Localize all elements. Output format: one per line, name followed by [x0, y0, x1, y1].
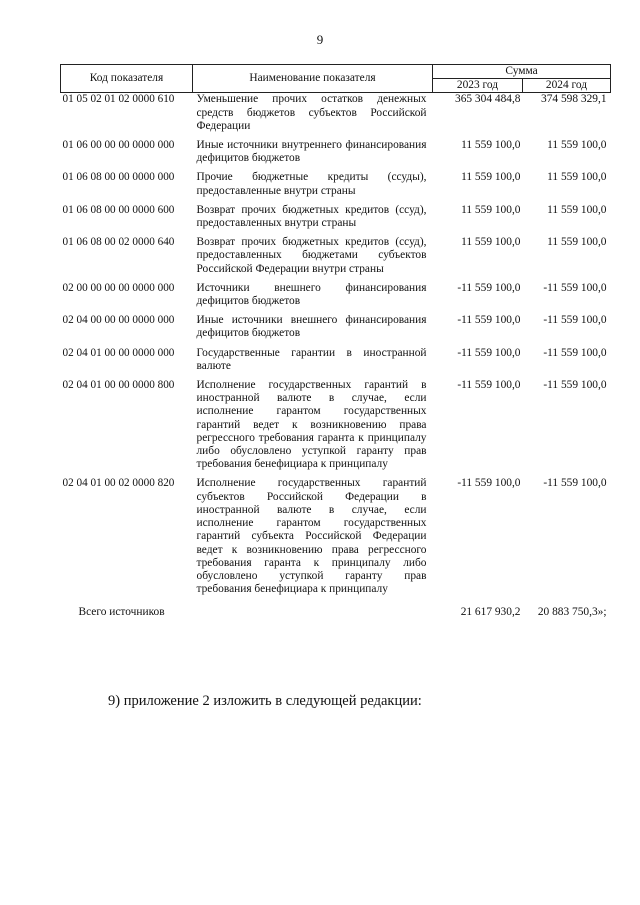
header-name: Наименование показателя [193, 65, 433, 93]
total-value-2024: 20 883 750,3»; [537, 606, 607, 619]
row-name: Государственные гарантии в иностранной валюте [196, 346, 427, 372]
table-header [61, 65, 611, 93]
instruction-text: 9) приложение 2 изложить в следующей редакции: [108, 693, 422, 709]
row-code: 02 04 01 00 00 0000 000 [62, 346, 175, 359]
row-value-2023: -11 559 100,0 [457, 346, 521, 359]
row-value-2024: -11 559 100,0 [543, 379, 607, 392]
row-name: Прочие бюджетные кредиты (ссуды), предоставленные внутри страны [196, 171, 427, 197]
sources-table [60, 64, 611, 620]
total-label: Всего источников [78, 606, 165, 619]
table-row [61, 236, 611, 282]
row-value-2023: -11 559 100,0 [457, 281, 521, 294]
header-sum: Сумма [433, 65, 611, 79]
row-value-2024: 11 559 100,0 [547, 203, 607, 216]
row-name: Иные источники внешнего финансирования дефицитов бюджетов [196, 314, 427, 340]
row-value-2023: 11 559 100,0 [461, 203, 521, 216]
row-value-2023: -11 559 100,0 [457, 477, 521, 490]
row-name: Исполнение государственных гарантий субъектов Российской Федерации в иностранной валюте в случае, если исполнение гарантом государственных гарантий субъекта Российской Федерации ведет к возникновению права регрессного требования гаранта к принципалу либо обусловлено уступкой гаранту прав требования бенефициара к принципалу [196, 477, 427, 596]
row-code: 01 06 08 00 00 0000 000 [62, 171, 175, 184]
table-row [61, 477, 611, 602]
table-row [61, 139, 611, 171]
table-row [61, 204, 611, 236]
row-value-2024: -11 559 100,0 [543, 281, 607, 294]
row-code: 02 04 00 00 00 0000 000 [62, 314, 175, 327]
table-row [61, 171, 611, 203]
row-value-2023: 11 559 100,0 [461, 139, 521, 152]
table-row [61, 282, 611, 314]
row-code: 01 06 00 00 00 0000 000 [62, 139, 175, 152]
row-value-2023: 11 559 100,0 [461, 171, 521, 184]
row-value-2023: -11 559 100,0 [457, 379, 521, 392]
row-value-2023: 365 304 484,8 [455, 93, 521, 106]
page-number: 9 [316, 32, 324, 47]
row-value-2024: 11 559 100,0 [547, 139, 607, 152]
table-body [61, 93, 611, 620]
header-year-2023: 2023 год [433, 79, 523, 93]
row-name: Уменьшение прочих остатков денежных средств бюджетов субъектов Российской Федерации [196, 93, 427, 132]
row-name: Возврат прочих бюджетных кредитов (ссуд), предоставленных бюджетами субъектов Российской Федерации внутри страны [196, 236, 427, 275]
row-name: Источники внешнего финансирования дефицитов бюджетов [196, 281, 427, 308]
row-value-2023: 11 559 100,0 [461, 236, 521, 249]
header-year-2024: 2024 год [523, 79, 611, 93]
row-value-2023: -11 559 100,0 [457, 314, 521, 327]
header-code: Код показателя [61, 65, 193, 93]
row-value-2024: -11 559 100,0 [543, 346, 607, 359]
row-name: Возврат прочих бюджетных кредитов (ссуд), предоставленных внутри страны [196, 203, 427, 230]
table-row [61, 379, 611, 477]
row-code: 02 00 00 00 00 0000 000 [62, 281, 175, 294]
row-value-2024: 11 559 100,0 [547, 236, 607, 249]
row-code: 01 05 02 01 02 0000 610 [62, 93, 175, 106]
row-code: 02 04 01 00 00 0000 800 [62, 379, 175, 392]
table-row [61, 347, 611, 379]
total-row [61, 602, 611, 619]
row-value-2024: 374 598 329,1 [541, 93, 607, 106]
row-value-2024: 11 559 100,0 [547, 171, 607, 184]
table-row [61, 314, 611, 346]
row-name: Иные источники внутреннего финансирования дефицитов бюджетов [196, 139, 427, 165]
row-code: 01 06 08 00 00 0000 600 [62, 203, 175, 216]
total-value-2023: 21 617 930,2 [460, 606, 521, 619]
table-row [61, 93, 611, 139]
row-name: Исполнение государственных гарантий в иностранной валюте в случае, если исполнение гарантом государственных гарантий ведет к возникновению права регрессного требования гаранта к принципалу либо обусловлено уступкой гаранту прав требования бенефициара к принципалу [196, 379, 427, 471]
row-code: 01 06 08 00 02 0000 640 [62, 236, 175, 249]
row-code: 02 04 01 00 02 0000 820 [62, 477, 175, 490]
row-value-2024: -11 559 100,0 [543, 314, 607, 327]
row-value-2024: -11 559 100,0 [543, 477, 607, 490]
